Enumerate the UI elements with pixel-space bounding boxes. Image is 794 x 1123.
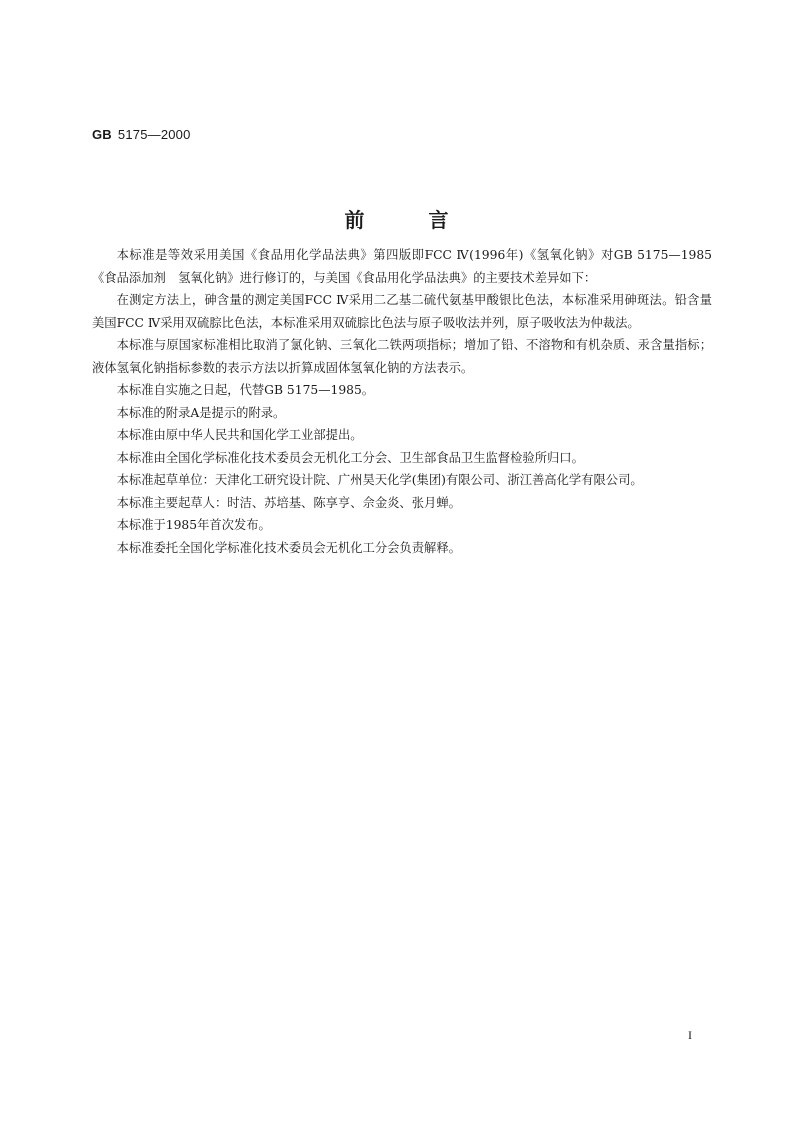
page-title: 前 言 bbox=[344, 208, 450, 232]
paragraph-interpretation: 本标准委托全国化学标准化技术委员会无机化工分会负责解释。 bbox=[116, 540, 461, 555]
paragraph-adoption: 本标准是等效采用美国《食品用化学品法典》第四版即FCC Ⅳ(1996年)《氢氧化钠》对GB 5175—1985《食品添加剂 氢氧化钠》进行修订的，与美国《食品用化学品法典》的主要技术差异如下： bbox=[92, 248, 712, 285]
foreword-body bbox=[92, 244, 712, 559]
paragraph-test-methods: 在测定方法上，砷含量的测定美国FCC Ⅳ采用二乙基二硫代氨基甲酸银比色法，本标准采用砷斑法。铅含量美国FCC Ⅳ采用双硫腙比色法，本标准采用双硫腙比色法与原子吸收法并列，原子吸收法为仲裁法。 bbox=[92, 293, 712, 330]
standard-code bbox=[92, 127, 191, 142]
paragraph-appendix: 本标准的附录A是提示的附录。 bbox=[116, 405, 286, 420]
paragraph-drafters: 本标准主要起草人：时洁、苏培基、陈享亨、佘金炎、张月蝉。 bbox=[116, 495, 461, 510]
standard-code-number: 5175—2000 bbox=[117, 127, 191, 142]
paragraph-replacement: 本标准自实施之日起，代替GB 5175—1985。 bbox=[116, 383, 375, 397]
paragraph-proposer: 本标准由原中华人民共和国化学工业部提出。 bbox=[116, 428, 363, 442]
page-number: I bbox=[688, 1028, 692, 1042]
paragraph-index-changes: 本标准与原国家标准相比取消了氯化钠、三氧化二铁两项指标；增加了铅、不溶物和有机杂质、汞含量指标；液体氢氧化钠指标参数的表示方法以折算成固体氢氧化钠的方法表示。 bbox=[92, 338, 712, 375]
standard-code-prefix: GB bbox=[92, 127, 112, 142]
paragraph-first-release: 本标准于1985年首次发布。 bbox=[116, 518, 271, 532]
paragraph-centralized: 本标准由全国化学标准化技术委员会无机化工分会、卫生部食品卫生监督检验所归口。 bbox=[116, 450, 584, 465]
paragraph-drafting-units: 本标准起草单位：天津化工研究设计院、广州昊天化学(集团)有限公司、浙江善高化学有限公司。 bbox=[116, 473, 643, 487]
